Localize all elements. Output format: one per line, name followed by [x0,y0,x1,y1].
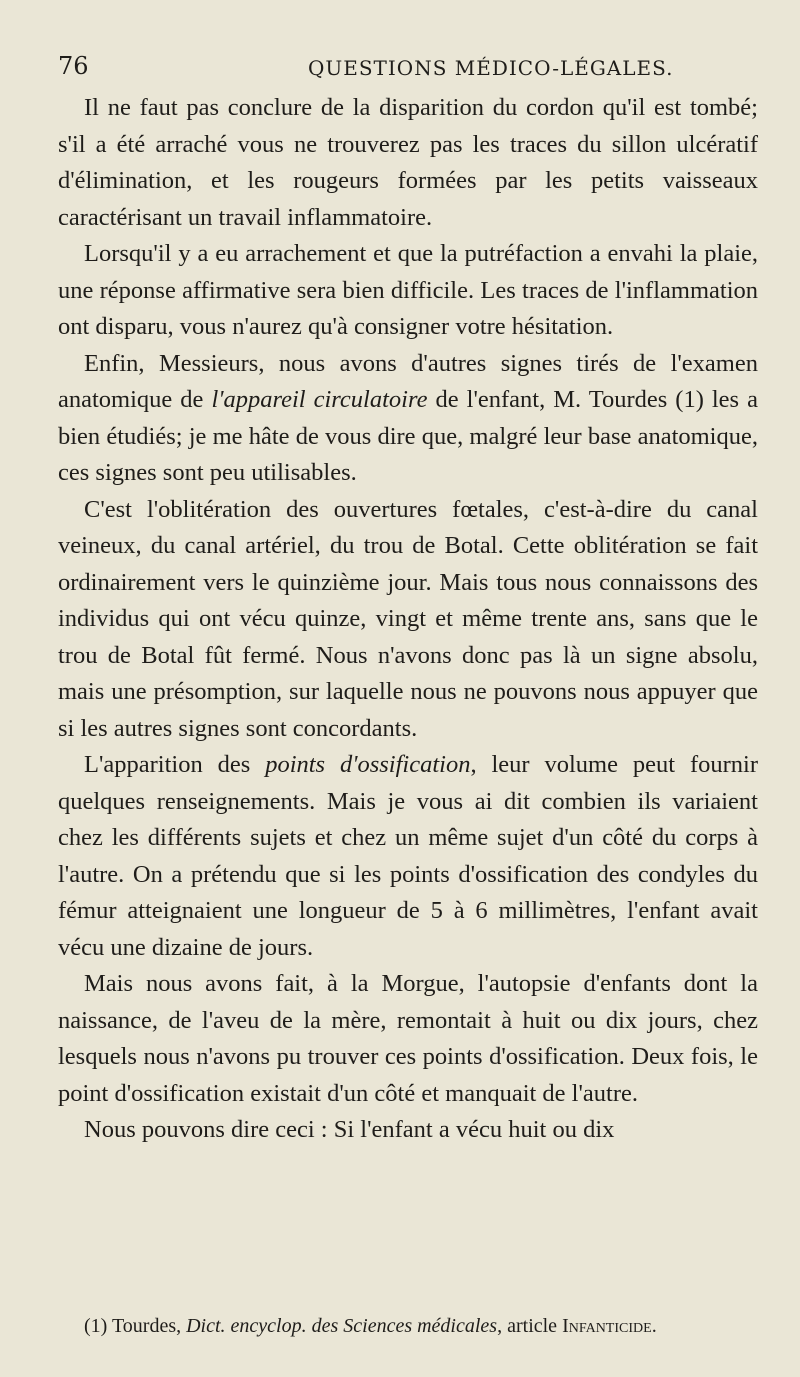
book-page [58,0,770,1377]
paragraph [58,1112,758,1149]
paragraph-text: de l'enfant, M. Tourdes (1) les a bien étudiés; je me hâte de vous dire que, malgré leur base anatomique, ces signes sont peu utilisables. [58,386,758,486]
paragraph-text: L'apparition des [84,751,266,778]
footnote [58,1313,770,1339]
paragraph [58,747,758,966]
paragraph [58,236,758,346]
paragraph-text: Enfin, Messieurs, nous avons d'autres signes tirés de l'examen anatomique de [58,349,758,413]
footnote-text: , article [497,1315,563,1337]
body-text [58,90,758,1149]
paragraph-text: , leur volume peut fournir quelques renseignements. Mais je vous ai dit combien ils variaient chez les différents sujets et chez un même sujet d'un côté du corps à l'autre. On a prétendu que si les points d'ossification des condyles du fémur atteignaient une longueur de 5 à 6 millimètres, l'enfant avait vécu une dizaine de jours. [58,751,759,961]
paragraph-text: C'est l'oblitération des ouvertures fœtales, c'est-à-dire du canal veineux, du canal artériel, du trou de Botal. Cette oblitération se fait ordinairement vers le quinzième jour. Mais tous nous connaissons des individus qui ont vécu quinze, vingt et même trente ans, sans que le trou de Botal fût fermé. Nous n'avons donc pas là un signe absolu, mais une présomption, sur laquelle nous ne pouvons nous appuyer que si les autres signes sont concordants. [58,495,758,742]
running-head: QUESTIONS MÉDICO-LÉGALES. [308,56,674,80]
paragraph [58,90,758,236]
footnote-article: Infanticide [562,1315,652,1337]
paragraph-text: Nous pouvons dire ceci : Si l'enfant a vécu huit ou dix [84,1116,615,1143]
italic-term: l'appareil circulatoire [211,386,428,413]
paragraph-text: Lorsqu'il y a eu arrachement et que la putréfaction a envahi la plaie, une réponse affirmative sera bien difficile. Les traces de l'inflammation ont disparu, vous n'aurez qu'à consigner votre hésitation. [58,240,758,340]
paragraph-text: Mais nous avons fait, à la Morgue, l'autopsie d'enfants dont la naissance, de l'aveu de la mère, remontait à huit ou dix jours, chez lesquels nous n'avons pu trouver ces points d'ossification. Deux fois, le point d'ossification existait d'un côté et manquait de l'autre. [58,970,758,1107]
paragraph [58,966,758,1112]
footnote-title: Dict. encyclop. des Sciences médicales [186,1315,498,1337]
page-number: 76 [58,52,89,80]
footnote-marker: (1) Tourdes, [84,1315,187,1337]
paragraph [58,492,758,748]
footnote-end: . [651,1315,657,1337]
paragraph-text: Il ne faut pas conclure de la disparition du cordon qu'il est tombé; s'il a été arraché vous ne trouverez pas les traces du sillon ulcératif d'élimination, et les rougeurs formées par les petits vaisseaux caractérisant un travail inflammatoire. [58,94,758,231]
italic-term: points d'ossification [265,751,471,778]
page-header [58,52,770,82]
paragraph [58,346,758,492]
